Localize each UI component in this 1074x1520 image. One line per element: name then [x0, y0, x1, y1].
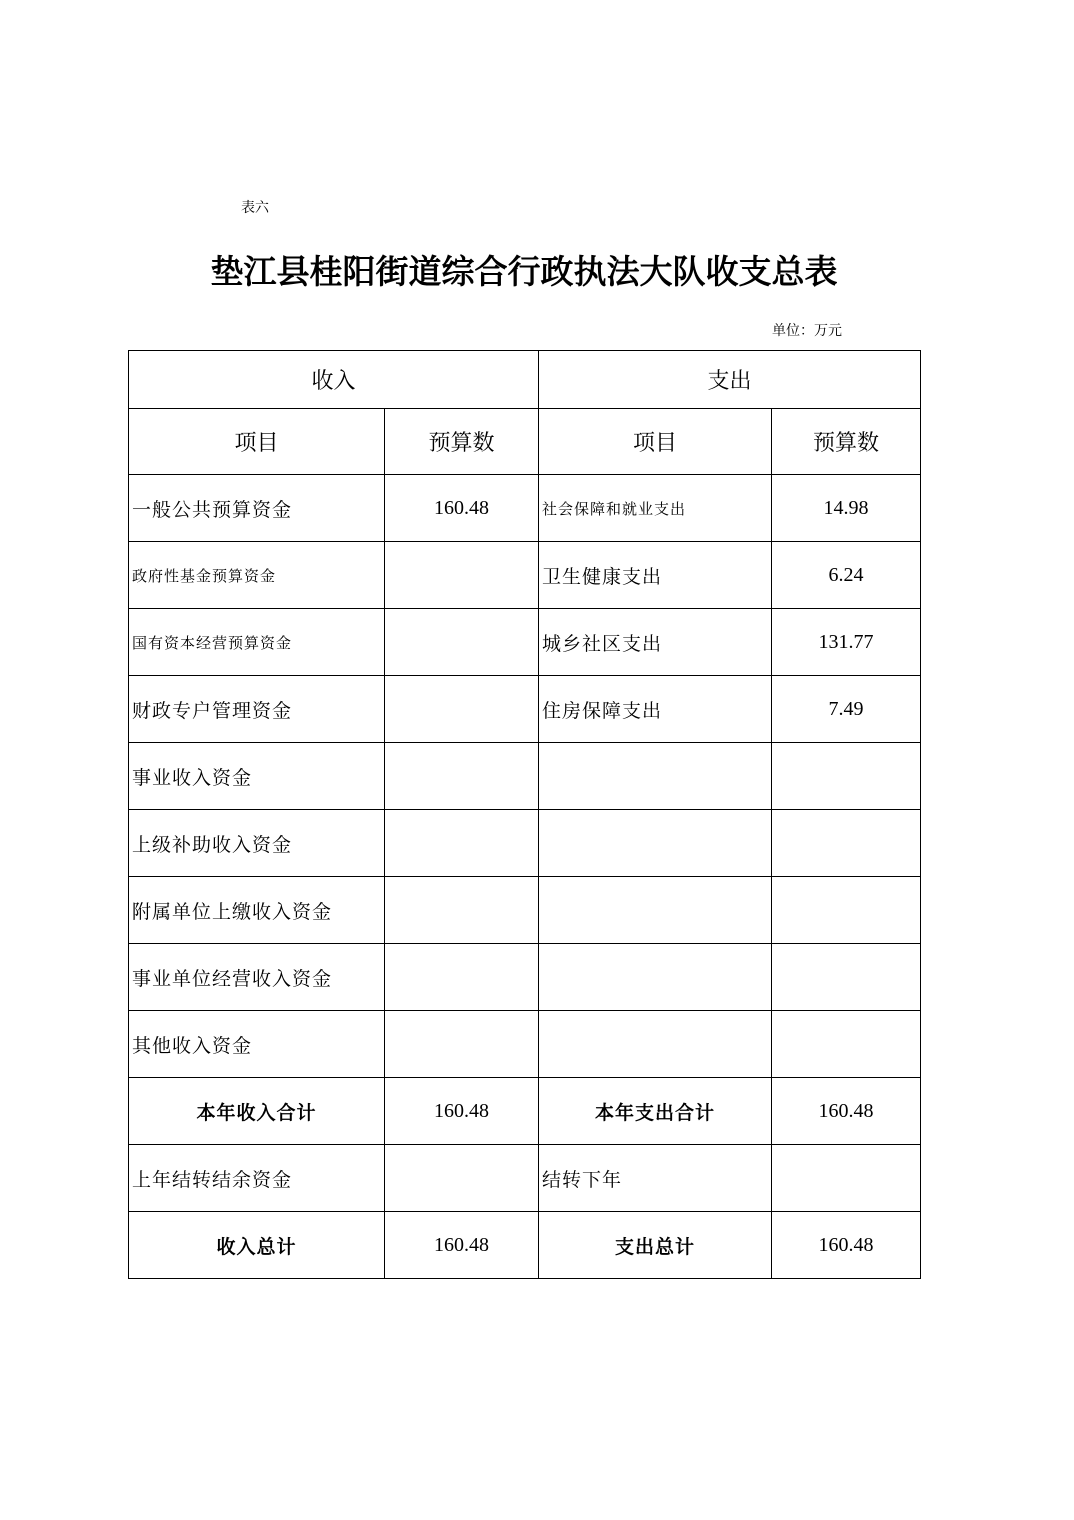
- income-amount: [385, 542, 539, 609]
- page-title: 垫江县桂阳街道综合行政执法大队收支总表: [210, 252, 838, 291]
- income-amount: [385, 676, 539, 743]
- table-row: [129, 1011, 921, 1078]
- income-item: 附属单位上缴收入资金: [129, 877, 385, 944]
- expense-grand-total-amount: 160.48: [772, 1212, 921, 1279]
- column-header-row: [129, 409, 921, 475]
- expense-item: 社会保障和就业支出: [539, 475, 772, 542]
- income-amount: [385, 877, 539, 944]
- grand-total-row: [129, 1212, 921, 1279]
- table-row: [129, 944, 921, 1011]
- table-row: [129, 676, 921, 743]
- income-item: 其他收入资金: [129, 1011, 385, 1078]
- section-header-row: [129, 351, 921, 409]
- expense-section-header: 支出: [539, 351, 921, 409]
- expense-year-total-label: 本年支出合计: [539, 1078, 772, 1145]
- expense-amount-header: 预算数: [772, 409, 921, 475]
- table-row: [129, 743, 921, 810]
- expense-amount: [772, 810, 921, 877]
- income-year-total-amount: 160.48: [385, 1078, 539, 1145]
- expense-carryover-amount: [772, 1145, 921, 1212]
- income-item: 国有资本经营预算资金: [129, 609, 385, 676]
- income-grand-total-amount: 160.48: [385, 1212, 539, 1279]
- expense-amount: [772, 1011, 921, 1078]
- expense-item: [539, 743, 772, 810]
- income-amount: [385, 609, 539, 676]
- expense-amount: 14.98: [772, 475, 921, 542]
- income-item: 政府性基金预算资金: [129, 542, 385, 609]
- expense-item: [539, 1011, 772, 1078]
- carryover-row: [129, 1145, 921, 1212]
- table-row: [129, 475, 921, 542]
- income-amount-header: 预算数: [385, 409, 539, 475]
- expense-grand-total-label: 支出总计: [539, 1212, 772, 1279]
- expense-amount: [772, 944, 921, 1011]
- expense-item: 卫生健康支出: [539, 542, 772, 609]
- table-row: [129, 810, 921, 877]
- income-amount: [385, 810, 539, 877]
- table-row: [129, 877, 921, 944]
- table-number-label: 表六: [241, 200, 269, 216]
- expense-item: [539, 877, 772, 944]
- expense-amount: [772, 877, 921, 944]
- expense-item: [539, 944, 772, 1011]
- table-row: [129, 609, 921, 676]
- income-carryover-label: 上年结转结余资金: [129, 1145, 385, 1212]
- income-section-header: 收入: [129, 351, 539, 409]
- expense-amount: 6.24: [772, 542, 921, 609]
- income-item: 上级补助收入资金: [129, 810, 385, 877]
- income-item: 财政专户管理资金: [129, 676, 385, 743]
- expense-item: [539, 810, 772, 877]
- expense-amount: [772, 743, 921, 810]
- expense-item-header: 项目: [539, 409, 772, 475]
- year-total-row: [129, 1078, 921, 1145]
- income-carryover-amount: [385, 1145, 539, 1212]
- expense-amount: 131.77: [772, 609, 921, 676]
- expense-carryover-label: 结转下年: [539, 1145, 772, 1212]
- income-year-total-label: 本年收入合计: [129, 1078, 385, 1145]
- budget-summary-table: [128, 350, 921, 1279]
- income-grand-total-label: 收入总计: [129, 1212, 385, 1279]
- expense-item: 住房保障支出: [539, 676, 772, 743]
- expense-item: 城乡社区支出: [539, 609, 772, 676]
- income-item: 事业收入资金: [129, 743, 385, 810]
- income-amount: [385, 944, 539, 1011]
- income-item-header: 项目: [129, 409, 385, 475]
- expense-year-total-amount: 160.48: [772, 1078, 921, 1145]
- income-item: 事业单位经营收入资金: [129, 944, 385, 1011]
- income-amount: [385, 743, 539, 810]
- expense-amount: 7.49: [772, 676, 921, 743]
- income-amount: [385, 1011, 539, 1078]
- table-row: [129, 542, 921, 609]
- unit-label: 单位：万元: [772, 323, 842, 339]
- income-item: 一般公共预算资金: [129, 475, 385, 542]
- income-amount: 160.48: [385, 475, 539, 542]
